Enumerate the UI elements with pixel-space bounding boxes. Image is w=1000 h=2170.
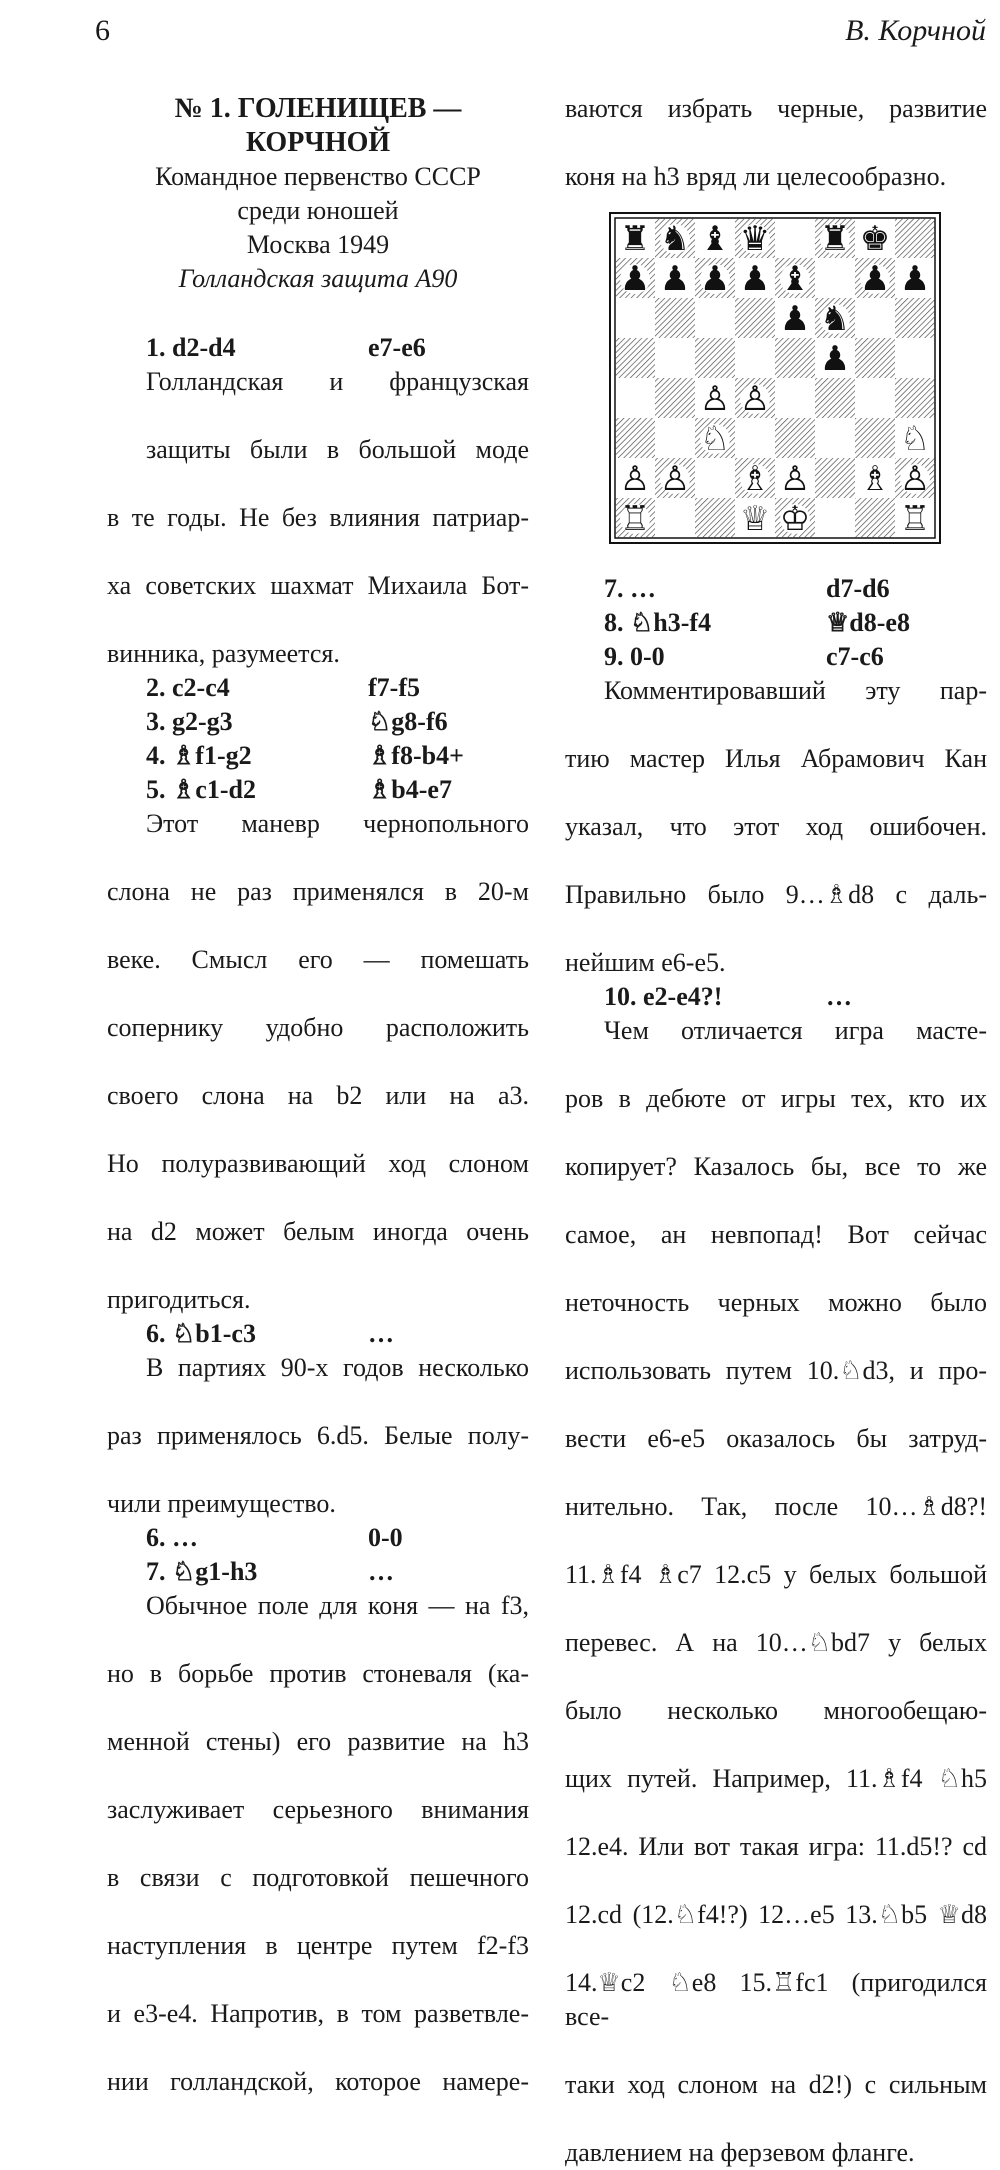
note-line: Правильно было 9…♗d8 с даль- <box>565 880 987 909</box>
note-paragraph <box>107 1589 529 2133</box>
black-bishop-icon: ♝ <box>699 219 731 259</box>
black-move: … <box>368 1319 394 1348</box>
black-move: 0-0 <box>368 1523 403 1552</box>
note-paragraph <box>107 365 529 671</box>
black-knight-icon: ♞ <box>819 299 851 339</box>
black-pawn-icon: ♟ <box>619 259 651 299</box>
note-paragraph <box>107 807 529 1317</box>
opening-name: Голландская защита А90 <box>178 264 458 293</box>
white-knight-icon: ♘ <box>699 419 731 459</box>
move-row <box>107 1317 529 1351</box>
white-move: 7. … <box>604 574 656 603</box>
white-move: 8. ♘h3-f4 <box>604 608 712 637</box>
dark-square <box>895 378 935 418</box>
left-column <box>107 92 529 2133</box>
black-knight-icon: ♞ <box>659 219 691 259</box>
note-paragraph <box>565 1014 987 2170</box>
note-line: своего слона на b2 или на a3. <box>107 1081 529 1110</box>
black-queen-icon: ♛ <box>739 219 771 259</box>
dark-square <box>695 498 735 538</box>
black-king-icon: ♚ <box>859 219 891 259</box>
note-line: Но полуразвивающий ход слоном <box>107 1149 529 1178</box>
white-move: 6. … <box>146 1523 198 1552</box>
black-move: d7-d6 <box>826 574 890 603</box>
black-move: ♕d8-e8 <box>826 608 910 637</box>
white-bishop-icon: ♗ <box>859 459 891 499</box>
note-line: В партиях 90-х годов несколько <box>146 1353 529 1382</box>
dark-square <box>775 338 815 378</box>
note-line: ваются избрать черные, развитие <box>565 94 987 123</box>
note-line: но в борьбе против стоневаля (ка- <box>107 1659 529 1688</box>
note-line: заслуживает серьезного внимания <box>107 1795 529 1824</box>
black-move: … <box>826 982 852 1011</box>
dark-square <box>735 298 775 338</box>
note-line: Этот маневр чернопольного <box>146 809 529 838</box>
note-line: самое, ан невпопад! Вот сейчас <box>565 1220 987 1249</box>
white-king-icon: ♔ <box>779 499 811 539</box>
black-move: ♗f8-b4+ <box>368 741 464 770</box>
dark-square <box>855 338 895 378</box>
black-pawn-icon: ♟ <box>699 259 731 299</box>
note-line: защиты были в большой моде <box>146 435 529 464</box>
right-column <box>565 92 987 2170</box>
note-line: ров в дебюте от игры тех, кто их <box>565 1084 987 1113</box>
note-line: нительно. Так, после 10…♗d8?! <box>565 1492 987 1521</box>
move-row <box>107 773 529 807</box>
note-line: на d2 может белым иногда очень <box>107 1217 529 1246</box>
note-line: нейшим e6-e5. <box>565 948 726 977</box>
move-row <box>107 1521 529 1555</box>
white-pawn-icon: ♙ <box>899 459 931 499</box>
move-row <box>107 331 529 365</box>
white-move: 3. g2-g3 <box>146 707 233 736</box>
note-line: винника, разумеется. <box>107 639 340 668</box>
white-bishop-icon: ♗ <box>739 459 771 499</box>
page-number: 6 <box>95 14 110 47</box>
note-line: ха советских шахмат Михаила Бот- <box>107 571 529 600</box>
note-line: в те годы. Не без влияния патриар- <box>107 503 529 532</box>
black-move: … <box>368 1557 394 1586</box>
note-line: вести e6-e5 оказалось бы затруд- <box>565 1424 987 1453</box>
white-rook-icon: ♖ <box>899 499 931 539</box>
note-line: копирует? Казалось бы, все то же <box>565 1152 987 1181</box>
dark-square <box>855 498 895 538</box>
running-head-author: В. Корчной <box>845 14 986 47</box>
black-rook-icon: ♜ <box>819 219 851 259</box>
note-line: таки ход слоном на d2!) с сильным <box>565 2070 987 2099</box>
black-pawn-icon: ♟ <box>899 259 931 299</box>
event-line1: Командное первенство СССР <box>155 162 481 191</box>
black-pawn-icon: ♟ <box>819 339 851 379</box>
white-move: 2. c2-c4 <box>146 673 230 702</box>
move-row <box>565 640 987 674</box>
black-move: ♘g8-f6 <box>368 707 448 736</box>
white-pawn-icon: ♙ <box>779 459 811 499</box>
note-line: 12.e4. Или вот такая игра: 11.d5!? cd <box>565 1832 987 1861</box>
move-row <box>107 671 529 705</box>
note-line: в связи с подготовкой пешечного <box>107 1863 529 1892</box>
white-pawn-icon: ♙ <box>699 379 731 419</box>
note-line: веке. Смысл его — помешать <box>107 945 529 974</box>
note-line: Голландская и французская <box>146 367 529 396</box>
note-line: и e3-e4. Напротив, в том разветвле- <box>107 1999 529 2028</box>
note-line: Комментировавший эту пар- <box>604 676 987 705</box>
note-line: Чем отличается игра масте- <box>604 1016 987 1045</box>
white-pawn-icon: ♙ <box>739 379 771 419</box>
white-move: 10. e2-e4?! <box>604 982 723 1011</box>
place-year: Москва 1949 <box>246 230 390 259</box>
white-pawn-icon: ♙ <box>659 459 691 499</box>
dark-square <box>655 298 695 338</box>
move-row <box>107 1555 529 1589</box>
black-move: e7-e6 <box>368 333 426 362</box>
note-paragraph <box>107 1351 529 1521</box>
note-line: сопернику удобно расположить <box>107 1013 529 1042</box>
white-pawn-icon: ♙ <box>619 459 651 499</box>
dark-square <box>815 378 855 418</box>
chess-diagram <box>609 212 941 544</box>
note-line: перевес. А на 10…♘bd7 у белых <box>565 1628 987 1657</box>
black-pawn-icon: ♟ <box>779 299 811 339</box>
chess-board <box>609 212 941 544</box>
white-rook-icon: ♖ <box>619 499 651 539</box>
black-move: c7-c6 <box>826 642 884 671</box>
note-line: указал, что этот ход ошибочен. <box>565 812 987 841</box>
note-paragraph <box>565 674 987 980</box>
move-row <box>565 606 987 640</box>
note-line: использовать путем 10.♘d3, и про- <box>565 1356 987 1385</box>
white-move: 6. ♘b1-c3 <box>146 1319 256 1348</box>
white-queen-icon: ♕ <box>739 499 771 539</box>
note-line: менной стены) его развитие на h3 <box>107 1727 529 1756</box>
move-row <box>565 572 987 606</box>
note-line: пригодиться. <box>107 1285 251 1314</box>
dark-square <box>855 418 895 458</box>
black-pawn-icon: ♟ <box>859 259 891 299</box>
dark-square <box>655 378 695 418</box>
white-move: 7. ♘g1-h3 <box>146 1557 258 1586</box>
dark-square <box>815 458 855 498</box>
note-line: давлением на ферзевом фланге. <box>565 2138 915 2167</box>
move-row <box>107 705 529 739</box>
move-row <box>107 739 529 773</box>
note-line: слона не раз применялся в 20-м <box>107 877 529 906</box>
white-move: 5. ♗c1-d2 <box>146 775 256 804</box>
note-line: неточность черных можно было <box>565 1288 987 1317</box>
note-line: Обычное поле для коня — на f3, <box>146 1591 529 1620</box>
black-pawn-icon: ♟ <box>659 259 691 299</box>
note-line: раз применялось 6.d5. Белые полу- <box>107 1421 529 1450</box>
dark-square <box>615 338 655 378</box>
white-move: 4. ♗f1-g2 <box>146 741 252 770</box>
note-line: 12.cd (12.♘f4!?) 12…e5 13.♘b5 ♕d8 <box>565 1900 987 1929</box>
event-line2: среди юношей <box>237 196 399 225</box>
note-line: 11.♗f4 ♗c7 12.c5 у белых большой <box>565 1560 987 1589</box>
dark-square <box>895 298 935 338</box>
note-line: было несколько многообещаю- <box>565 1696 987 1725</box>
game-title-line1: № 1. ГОЛЕНИЩЕВ — <box>174 93 462 124</box>
note-line: чили преимущество. <box>107 1489 336 1518</box>
note-line: коня на h3 вряд ли целесообразно. <box>565 162 947 191</box>
game-title-line2: КОРЧНОЙ <box>245 127 391 158</box>
note-line: 14.♕c2 ♘e8 15.♖fc1 (пригодился все- <box>565 1968 987 2031</box>
black-pawn-icon: ♟ <box>739 259 771 299</box>
dark-square <box>615 418 655 458</box>
black-rook-icon: ♜ <box>619 219 651 259</box>
dark-square <box>895 218 935 258</box>
white-move: 1. d2-d4 <box>146 333 236 362</box>
note-line: тию мастер Илья Абрамович Кан <box>565 744 987 773</box>
note-line: наступления в центре путем f2-f3 <box>107 1931 529 1960</box>
black-bishop-icon: ♝ <box>779 259 811 299</box>
note-line: щих путей. Например, 11.♗f4 ♘h5 <box>565 1764 987 1793</box>
dark-square <box>695 338 735 378</box>
black-move: ♗b4-e7 <box>368 775 452 804</box>
note-line: нии голландской, которое намере- <box>107 2067 529 2096</box>
dark-square <box>775 418 815 458</box>
white-move: 9. 0-0 <box>604 642 665 671</box>
black-move: f7-f5 <box>368 673 420 702</box>
move-row <box>565 980 987 1014</box>
white-knight-icon: ♘ <box>899 419 931 459</box>
